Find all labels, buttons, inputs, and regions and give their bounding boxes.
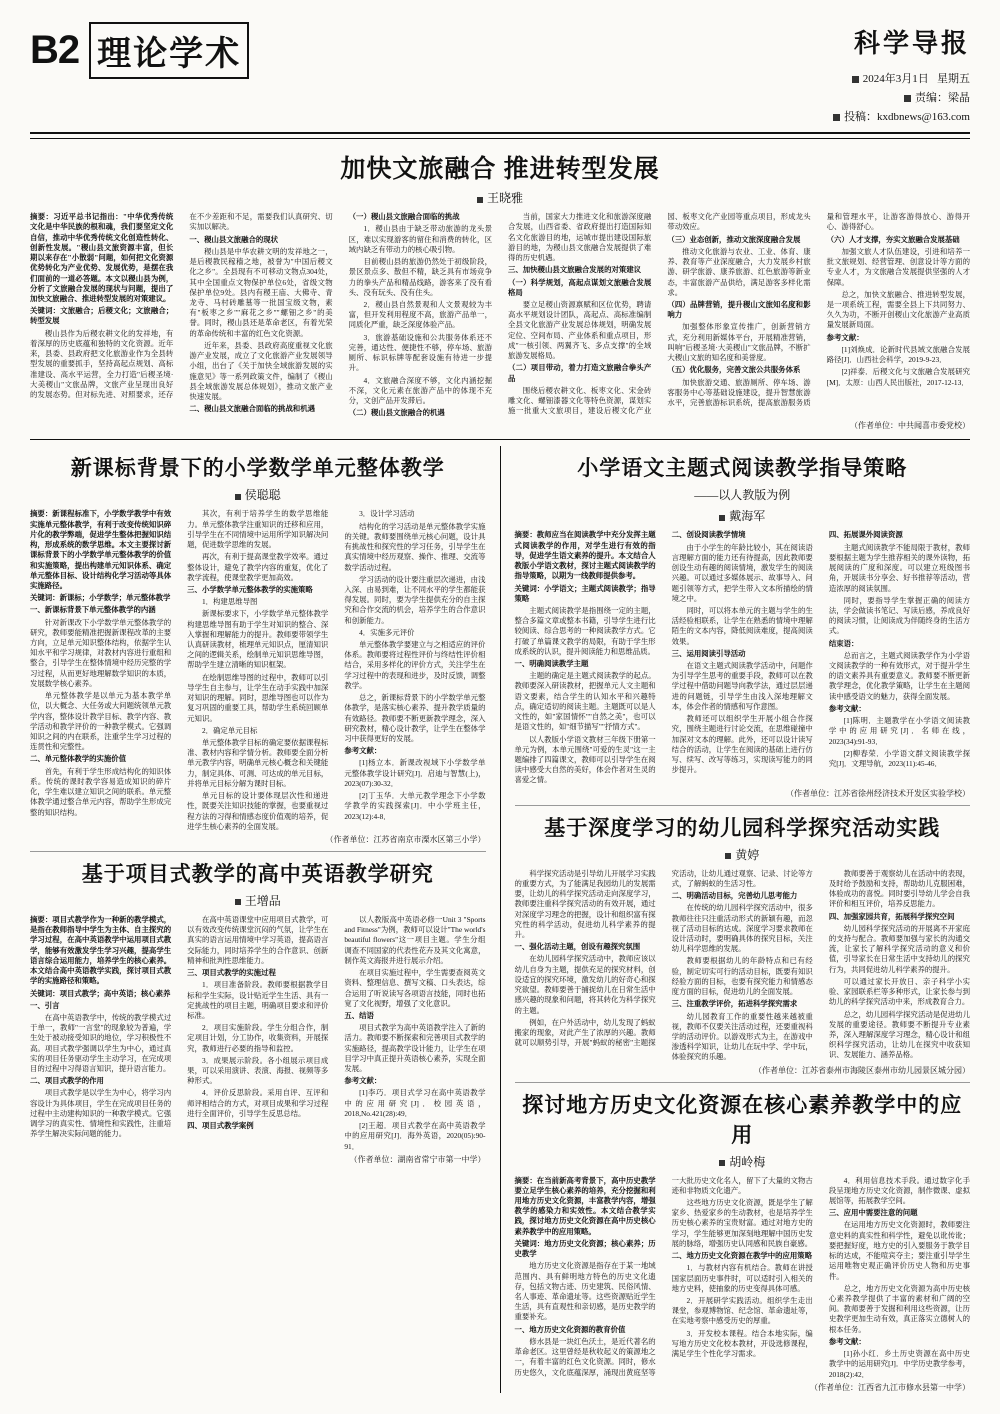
paragraph: 稷山县作为后稷农耕文化的发祥地，有着深厚的历史底蕴和独特的文化资源。近年来，县委、县政府把文化旅游业作为全县转型发展的重要抓手，坚持高起点规划、高标准建设、高水平运营，全力打造"后稷圣境·大美稷山"文旅品牌，文旅产业呈现出良好的发展态势。但对标先进、对照要求，还存在不少差距和不足，需要我们认真研究、切实加以解决。 bbox=[30, 212, 333, 399]
paragraph: 项目式教学是以学生为中心，将学习内容设计为具体项目，学生在完成项目任务的过程中主动建构知识的一种教学模式。它强调学习的真实性、情境性和实践性，注重培养学生解决实际问题的能力。 bbox=[30, 1088, 172, 1139]
paragraph: 关键词：地方历史文化资源；核心素养；历史教学 bbox=[514, 1238, 656, 1259]
paragraph: 在传统的幼儿园科学探究活动中，很多教师往往只注重活动形式的新颖有趣，而忽视了活动目标的达成。深度学习要求教师在设计活动时，要明确具体的探究目标，关注幼儿科学思维的发展。 bbox=[671, 903, 813, 954]
paragraph: 主题的确定是主题式阅读教学的起点。教师要深入研读教材，把握单元人文主题和语文要素，结合学生的认知水平和兴趣特点，确定适切的阅读主题。主题既可以是人文性的，如"家国情怀""自然之美"，也可以是语文性的，如"细节描写""抒情方式"。 bbox=[514, 671, 656, 732]
section-title-text: 理论学术 bbox=[97, 35, 242, 73]
paragraph: 总之，幼儿园科学探究活动是促进幼儿发展的重要途径。教师要不断提升专业素养，深入理解深度学习理念，精心设计和组织科学探究活动，让幼儿在探究中收获知识、发展能力、涵养品格。 bbox=[828, 1009, 970, 1060]
paragraph: 一、引言 bbox=[30, 1000, 60, 1010]
paragraph: （六）人才支撑，夯实文旅融合发展基础 bbox=[826, 234, 960, 244]
paragraph: 在项目实施过程中，学生需要查阅英文资料、整理信息、撰写文稿、口头表达，综合运用了听说读写各项语言技能，同时也拓宽了文化视野，增强了文化意识。 bbox=[344, 968, 486, 1008]
paragraph: 三、运用阅读引导活动 bbox=[671, 648, 746, 658]
article-local-history-byline bbox=[515, 1153, 971, 1170]
paragraph: 一、强化活动主题，创设有趣探究氛围 bbox=[514, 942, 641, 952]
paragraph: 教师还可以组织学生开展小组合作探究，围绕主题进行讨论交流，在思维碰撞中加深对文本的理解。此外，还可以设计读写结合的活动，让学生在阅读的基础上进行仿写、续写、改写等练习，实现读写能力的同步提升。 bbox=[671, 714, 813, 775]
paragraph: 幼儿园科学探究活动的开展离不开家庭的支持与配合。教师要加强与家长的沟通交流，让家长了解科学探究活动的意义和价值，引导家长在日常生活中支持幼儿的探究行为，共同促进幼儿科学素养的提升。 bbox=[828, 923, 970, 974]
paragraph: 关键词：项目式教学；高中英语；核心素养 bbox=[30, 988, 171, 998]
paragraph: 二、明确活动目标，完善幼儿思考能力 bbox=[671, 891, 798, 901]
divider-4 bbox=[515, 1082, 971, 1083]
paragraph: 教师要根据幼儿的年龄特点和已有经验，制定切实可行的活动目标，既要有知识经验方面的目标，也要有探究能力和情感态度方面的目标，促进幼儿的全面发展。 bbox=[671, 956, 813, 997]
paragraph: 学习活动的设计要注重层次递进，由浅入深、由易到难，让不同水平的学生都能获得发展。同时，要为学生提供充分的自主探究和合作交流的机会，培养学生的合作意识和创新能力。 bbox=[344, 574, 486, 625]
paragraph: [1]杨立本．新课改视域下小学数学单元整体教学设计研究[J]．启迪与智慧(上)，2023(07):30-32． bbox=[344, 758, 486, 788]
paragraph: 例如，在户外活动中，幼儿发现了蚂蚁搬家的现象，对此产生了浓厚的兴趣。教师就可以顺势引导，开展"蚂蚁的秘密"主题探究活动，让幼儿通过观察、记录、讨论等方式，了解蚂蚁的生活习性。 bbox=[514, 868, 813, 1048]
paragraph: [2]王超．项目式教学在高中英语教学中的应用研究[J]．海外英语，2020(05):90-91． bbox=[344, 1121, 486, 1151]
paragraph: 新课标要求下，小学数学单元整体教学构建思维导图有助于学生对知识的整合、深入掌握和理解能力的提升。教师要带领学生认真研读教材，梳理单元知识点，厘清知识之间的逻辑关系，绘制单元知识思维导图，帮助学生建立清晰的知识框架。 bbox=[187, 609, 329, 670]
paragraph: 幼儿园教育工作的重要性越来越被重视，教师不仅要关注活动过程，还要重视科学的活动评价。以游戏形式为主，在游戏中渗透科学知识，让幼儿在玩中学、学中玩，体验探究的乐趣。 bbox=[671, 1011, 813, 1062]
paragraph: 2．开展研学实践活动。组织学生走出课堂，参观博物馆、纪念馆、革命遗址等，在实地考察中感受历史的厚重。 bbox=[671, 1296, 813, 1326]
article-math-unit-byline bbox=[30, 486, 486, 503]
paragraph: 2．项目实施阶段。学生分组合作，制定项目计划，分工协作，收集资料，开展探究，教师进行必要的指导和监控。 bbox=[187, 1023, 329, 1053]
paragraph: 三、应用中需要注意的问题 bbox=[828, 1208, 918, 1218]
paragraph: 五、结语 bbox=[344, 1010, 374, 1020]
paragraph: 其次，有利于培养学生的数学思维能力。单元整体教学注重知识的迁移和应用，引导学生在不同情境中运用所学知识解决问题，促进数学思维的发展。 bbox=[187, 509, 329, 550]
paragraph: 摘要：教师应当在阅读教学中充分发挥主题式阅读教学的作用，对学生进行有效的指导，促进学生语文素养的提升。本文结合人教版小学语文教材，探讨主题式阅读教学的指导策略，以期为一线教师提供参考。 bbox=[514, 530, 656, 581]
lead-article bbox=[0, 149, 1000, 431]
article-english-pbl-author: 王增品 bbox=[244, 893, 281, 908]
paragraph: 单元目标的设计要体现层次性和递进性，既要关注知识技能的掌握，也要重视过程方法的习得和情感态度价值观的培养，促进学生核心素养的全面发展。 bbox=[187, 791, 329, 831]
paragraph: 3．设计学习活动 bbox=[359, 509, 415, 519]
paragraph: 二、稷山县文旅融合面临的挑战和机遇 bbox=[189, 404, 315, 414]
paragraph: 三、注重教学评价，拓进科学探究需求 bbox=[671, 999, 798, 1009]
paragraph: 主题式阅读教学是指围绕一定的主题，整合多篇文章或整本书籍，引导学生进行比较阅读、综合思考的一种阅读教学方式。它打破了单篇课文教学的局限，有助于学生形成系统的认识，提升阅读能力和思维品质。 bbox=[514, 605, 656, 656]
paragraph: （二）项目带动，着力打造文旅融合拳头产品 bbox=[507, 363, 652, 383]
paragraph: 四、加强家园共育，拓展科学探究空间 bbox=[828, 911, 955, 921]
paragraph: 以人教版小学语文教材三年级下册第一单元为例，本单元围绕"可爱的生灵"这一主题编排了四篇课文，教师可以引导学生在阅读中感受大自然的美好，体会作者对生灵的喜爱之情。 bbox=[514, 734, 656, 785]
paragraph: 近年来，县委、县政府高度重视文化旅游产业发展，成立了文化旅游产业发展领导小组，出台了《关于加快全域旅游发展的实施意见》等一系列政策文件，编制了《稷山县全域旅游发展总体规划》，推动文旅产业快速发展。 bbox=[189, 340, 333, 401]
paragraph: 参考文献： bbox=[826, 332, 864, 342]
paragraph: 在语文主题式阅读教学活动中，问题作为引导学生思考的重要手段，教师可以在教学过程中借助问题导向教学法，通过层层递进的问题链，引导学生由浅入深地理解文本，体会作者的情感和写作意图。 bbox=[671, 661, 813, 711]
article-english-pbl-body bbox=[30, 915, 486, 1152]
paragraph: 摘要：新课程标准下，小学数学教学中有效实施单元整体教学，有利于改变传统知识碎片化的教学弊端，促进学生整体把握知识结构，形成系统的数学思维。本文主要探讨新课标背景下的小学数学单元整体教学的价值和实施策略，提出构建单元知识体系、确定单元整体目标、设计结构化学习活动等具体实施路径。 bbox=[30, 509, 172, 590]
paragraph: 关键词：小学语文；主题式阅读教学；指导策略 bbox=[514, 583, 656, 603]
paragraph: 加强整体形象宣传推广，创新营销方式，充分利用新媒体平台，开展精准营销，叫响"后稷圣境·大美稷山"文旅品牌，不断扩大稷山文旅的知名度和美誉度。 bbox=[667, 322, 811, 363]
paragraph: 三、加快稷山县文旅融合发展的对策建议 bbox=[507, 265, 642, 275]
paragraph: 1．构建思维导图 bbox=[201, 597, 258, 607]
paragraph: 3．成果展示阶段。各小组展示项目成果，可以采用演讲、表演、海报、视频等多种形式。 bbox=[187, 1055, 329, 1086]
divider-2 bbox=[30, 851, 486, 852]
article-local-history-body bbox=[515, 1176, 971, 1380]
paragraph: 二、项目式教学的作用 bbox=[30, 1076, 104, 1086]
article-kindergarten-science-body bbox=[515, 869, 971, 1063]
article-chinese-reading-title: 小学语文主题式阅读教学指导策略 bbox=[577, 456, 908, 481]
paragraph: 4．评价反思阶段。采用自评、互评和师评相结合的方式，对项目成果和学习过程进行全面评价，引导学生反思总结。 bbox=[187, 1088, 329, 1118]
masthead-rule bbox=[30, 132, 970, 134]
article-chinese-reading bbox=[515, 446, 971, 1392]
article-english-pbl-affiliation: （作者单位：湖南省常宁市第一中学） bbox=[349, 1154, 486, 1164]
paragraph: 地方历史文化资源是指存在于某一地域范围内、具有鲜明地方特色的历史文化遗存，包括文物古迹、历史建筑、民俗风情、名人事迹、革命遗址等。这些资源贴近学生生活，具有直观性和亲切感，是历史教学的重要补充。 bbox=[514, 1261, 656, 1322]
paragraph: 结构化的学习活动是单元整体教学实施的关键。教师要围绕单元核心问题，设计具有挑战性和探究性的学习任务，引导学生在真实情境中经历观察、操作、推理、交流等数学活动过程。 bbox=[344, 521, 486, 572]
bullet-square-icon bbox=[852, 76, 859, 83]
paragraph: 4．实施多元评价 bbox=[359, 627, 415, 637]
paragraph: 在运用地方历史文化资源时，教师要注意史料的真实性和科学性，避免以讹传讹；要把握好度，地方史的引入要服务于教学目标的达成，不能喧宾夺主；要注重引导学生运用唯物史观正确评价历史人物和历史事件。 bbox=[828, 1220, 970, 1281]
paragraph: 摘要：项目式教学作为一种新的教学模式，是指在教师指导中学生为主体、自主探究的学习过程，在高中英语教学中运用项目式教学，能够有效激发学生学习兴趣，提高学生语言综合运用能力，培养学生的核心素养。本文结合高中英语教学实践，探讨项目式教学的实施路径和策略。 bbox=[30, 914, 172, 986]
paragraph: 摘要：在当前新高考背景下，高中历史教学要立足学生核心素养的培养，充分挖掘和利用地方历史文化资源，丰富教学内容，增强教学的感染力和实效性。本文结合教学实践，探讨地方历史文化资源在高中历史核心素养教学中的应用策略。 bbox=[514, 1175, 656, 1236]
paragraph: 四、项目式教学案例 bbox=[187, 1121, 254, 1131]
article-math-unit-affiliation: （作者单位：江苏省南京市溧水区第三小学） bbox=[325, 834, 486, 844]
paragraph: 1．稷山县由于缺乏带动旅游的龙头景区，难以实现游客的留住和消费的转化，区域内缺乏有带动力的核心吸引物。 bbox=[348, 224, 492, 254]
paragraph: 关键词：新课标；小学数学；单元整体教学 bbox=[30, 593, 171, 603]
paragraph: 单元整体教学是以单元为基本教学单位，以大概念、大任务或大问题统领单元教学内容，整体设计教学目标、教学内容、教学活动和教学评价的一种教学模式。它强调知识之间的内在联系，注重学生学习过程的连贯性和完整性。 bbox=[30, 691, 172, 752]
masthead-date: 2024年3月1日 bbox=[862, 73, 929, 86]
paragraph: （五）优化服务，完善文旅公共服务体系 bbox=[667, 365, 801, 375]
paragraph: 一、新课标背景下单元整体教学的内涵 bbox=[30, 605, 156, 615]
masthead-left bbox=[30, 22, 249, 79]
paragraph: （一）稷山县文旅融合面临的挑战 bbox=[348, 212, 460, 222]
paragraph: 参考文献： bbox=[344, 1076, 382, 1086]
paragraph: 加强文旅人才队伍建设，引进和培养一批文旅规划、经营管理、创意设计等方面的专业人才，为文旅融合发展提供坚强的人才保障。 bbox=[826, 246, 970, 287]
paragraph: （四）品牌营销，提升稷山文旅知名度和影响力 bbox=[667, 300, 811, 320]
article-math-unit-body bbox=[30, 509, 486, 832]
paragraph: 一、明确阅读教学主题 bbox=[514, 659, 589, 669]
article-chinese-reading-byline bbox=[515, 507, 971, 524]
lead-article-author: 王晓雅 bbox=[486, 191, 523, 206]
article-english-pbl-title: 基于项目式教学的高中英语教学研究 bbox=[81, 861, 434, 886]
paragraph: 四、拓展课外阅读资源 bbox=[828, 530, 903, 540]
divider-1 bbox=[30, 439, 970, 440]
paragraph: [1]孙小红．乡土历史资源在高中历史教学中的运用研究[J]．中学历史教学参考，2018(2):42． bbox=[828, 1349, 970, 1379]
bullet-square-icon bbox=[477, 197, 483, 203]
paragraph: 单元整体教学目标的确定要依据课程标准、教材内容和学情分析。教师要全面分析单元教学内容，明确单元核心概念和关键能力，制定具体、可测、可达成的单元目标，并将单元目标分解为课时目标。 bbox=[187, 738, 329, 788]
paragraph: （三）业态创新，推动文旅深度融合发展 bbox=[667, 234, 801, 244]
paragraph: 教师要善于观察幼儿在活动中的表现，及时给予鼓励和支持，帮助幼儿克服困难，体验成功的喜悦。同时要引导幼儿学会自我评价和相互评价，培养反思能力。 bbox=[828, 868, 970, 909]
row-two-articles bbox=[0, 446, 1000, 1392]
paragraph: 在绘制思维导图的过程中，教师可以引导学生自主参与，让学生在动手实践中加深对知识的理解。同时，思维导图也可以作为复习巩固的重要工具，帮助学生系统回顾单元知识。 bbox=[187, 672, 329, 723]
article-kindergarten-science-title: 基于深度学习的幼儿园科学探究活动实践 bbox=[544, 815, 941, 840]
article-chinese-reading-subtitle: ——以人教版为例 bbox=[694, 488, 791, 503]
paragraph: 2．稷山县自然景观和人文景观较为丰富，但开发利用程度不高，旅游产品单一，同质化严重，缺乏深度体验产品。 bbox=[348, 300, 492, 330]
masthead-rule-secondary bbox=[30, 138, 970, 139]
section-title bbox=[89, 22, 249, 79]
masthead-right bbox=[833, 22, 970, 126]
bullet-square-icon bbox=[719, 1160, 725, 1166]
paragraph: [1]李巧．项目式学习在高中英语教学中的应用研究[J]．校园英语，2018,No.421(28):49． bbox=[344, 1088, 486, 1118]
article-local-history-title: 探讨地方历史文化资源在核心素养教学中的应用 bbox=[522, 1092, 963, 1147]
paragraph: 主题式阅读教学不能局限于教材，教师要根据主题为学生推荐相关的课外读物，拓展阅读的广度和深度。可以建立班级图书角，开展读书分享会、好书推荐等活动，营造浓厚的阅读氛围。 bbox=[828, 542, 970, 593]
paragraph: 结束语： bbox=[828, 638, 859, 648]
paragraph: 三、项目式教学的实施过程 bbox=[187, 968, 276, 978]
article-math-unit-title: 新课标背景下的小学数学单元整体教学 bbox=[70, 456, 445, 481]
paragraph: 参考文献： bbox=[828, 703, 866, 713]
divider-3 bbox=[515, 805, 971, 806]
paragraph: 总之，地方历史文化资源为高中历史核心素养教学提供了丰富的素材和广阔的空间。教师要善于发掘和利用这些资源，让历史教学更加生动有效，真正落实立德树人的根本任务。 bbox=[828, 1283, 970, 1334]
article-chinese-reading-body bbox=[515, 530, 971, 785]
paragraph: 以人教版高中英语必修一Unit 3 "Sports and Fitness"为例，教师可以设计"The world's beautiful flowers"这一项目主题。学生分组调查不同国家的代表性花卉及其文化寓意，制作英文海报并进行展示介绍。 bbox=[344, 914, 486, 965]
paragraph: 单元整体教学要建立与之相适应的评价体系。教师要将过程性评价与终结性评价相结合，采用多样化的评价方式，关注学生在学习过程中的表现和进步，及时反馈，调整教学。 bbox=[344, 640, 486, 690]
paragraph: [1]陈明．主题教学在小学语文阅读教学中的应用研究[J]．名师在线，2023(34):91-93． bbox=[828, 716, 970, 746]
bullet-square-icon bbox=[904, 95, 911, 102]
bullet-square-icon bbox=[833, 114, 840, 121]
paragraph: [2]祥泰．后稷文化与文旅融合发展研究[M]．太原：山西人民出版社，2017-12-13． bbox=[826, 367, 970, 387]
paragraph: 同时，可以将本单元的主题与学生的生活经验相联系，让学生在熟悉的情境中理解陌生的文本内容，降低阅读难度，提高阅读效果。 bbox=[671, 605, 813, 646]
lead-article-title: 加快文旅融合 推进转型发展 bbox=[340, 156, 660, 184]
paragraph: 三、小学数学单元整体教学的实施策略 bbox=[187, 584, 313, 594]
paragraph: 同时，要指导学生掌握正确的阅读方法，学会做读书笔记、写读后感，养成良好的阅读习惯，让阅读成为伴随终身的生活方式。 bbox=[828, 595, 970, 636]
paper-name: 科学导报 bbox=[853, 29, 970, 58]
masthead-editor-line bbox=[833, 89, 970, 108]
paragraph: 总之，加快文旅融合、推进转型发展，是一项系统工程，需要全县上下共同努力、久久为功，不断开创稷山文化旅游产业高质量发展新局面。 bbox=[826, 289, 970, 330]
paragraph: 推动文化旅游与农业、工业、体育、康养、教育等产业深度融合，大力发展乡村旅游、研学旅游、康养旅游、红色旅游等新业态，丰富旅游产品供给，满足游客多样化需求。 bbox=[667, 246, 811, 297]
paragraph: 2．确定单元目标 bbox=[201, 725, 258, 735]
article-chinese-reading-affiliation: （作者单位：江苏省徐州经济技术开发区实验学校） bbox=[786, 788, 970, 798]
paragraph: 二、单元整体教学的实施价值 bbox=[30, 754, 127, 764]
paragraph: 关键词：文旅融合；后稷文化；文旅融合；转型发展 bbox=[30, 306, 174, 326]
paragraph: 在幼儿园科学探究活动中，教师应该以幼儿自身为主题，提供充足的探究材料，创设适宜的探究环境，激发幼儿的好奇心和探究欲望。教师要善于捕捉幼儿在日常生活中感兴趣的现象和问题，将其转化为科学探究的主题。 bbox=[514, 954, 656, 1015]
paragraph: [2]柳春荣．小学语文群文阅读教学探究[J]．文理导航，2023(11):45-46． bbox=[828, 748, 970, 768]
article-english-pbl-byline bbox=[30, 892, 486, 909]
article-local-history-author: 胡岭梅 bbox=[729, 1154, 766, 1169]
bullet-square-icon bbox=[719, 515, 725, 521]
bullet-square-icon bbox=[235, 899, 241, 905]
article-math-unit-author: 侯聪聪 bbox=[244, 488, 281, 503]
paragraph: 在高中英语教学中，传统的教学模式过于单一，教师"一言堂"的现象较为普遍，学生处于被动接受知识的地位，学习积极性不高。项目式教学强调以学生为中心，通过真实的项目任务驱动学生主动学习，在完成项目的过程中习得语言知识，提升语言能力。 bbox=[30, 1012, 172, 1074]
lead-article-body bbox=[30, 212, 970, 418]
paragraph: 要立足稷山资源禀赋和区位优势，聘请高水平规划设计团队，高起点、高标准编制全县文化旅游产业发展总体规划，明确发展定位、空间布局、产业体系和重点项目，形成"一核引领、两翼齐飞、多点支撑"的全域旅游发展格局。 bbox=[507, 300, 652, 361]
paragraph: 项目式教学为高中英语教学注入了新的活力。教师要不断探索和完善项目式教学的实施路径，提高教学设计能力，让学生在项目学习中真正提升英语核心素养，实现全面发展。 bbox=[344, 1023, 486, 1074]
paragraph: 参考文献： bbox=[344, 746, 382, 756]
paragraph: 科学探究活动是引导幼儿开展学习实践的重要方式，为了能满足我园幼儿的发展需要，让幼儿的科学探究活动走向深度学习，教师要注重科学探究活动的有效开展，通过对深度学习理念的把握，设计和组织富有探究性的科学活动，促进幼儿科学素养的提升。 bbox=[514, 868, 656, 939]
article-kindergarten-science-author: 黄婷 bbox=[735, 847, 760, 862]
paragraph: 3．开发校本课程。结合本地实际，编写地方历史文化校本教材，开设选修课程，满足学生个性化学习需求。 bbox=[671, 1328, 813, 1359]
paragraph: 在高中英语课堂中应用项目式教学，可以有效改变传统课堂沉闷的气氛，让学生在真实的语言运用情境中学习英语，提高语言交际能力，同时培养学生的合作意识、创新精神和批判性思维能力。 bbox=[187, 914, 329, 965]
paragraph: 这些地方历史文化资源，既是学生了解家乡、热爱家乡的生动教材，也是培养学生历史核心素养的宝贵财富。通过对地方史的学习，学生能够更加深刻地理解中国历史发展的脉络，增强历史认同感和民族自豪感。 bbox=[671, 1198, 813, 1248]
paragraph: 1．与教材内容有机结合。教师在讲授国家层面历史事件时，可以适时引入相关的地方史料，使抽象的历史变得具体可感。 bbox=[671, 1263, 813, 1293]
paragraph: 参考文献： bbox=[828, 1336, 866, 1346]
paragraph: 首先，有利于学生形成结构化的知识体系。传统的课时教学容易造成知识的碎片化，学生难以建立知识之间的联系。单元整体教学通过整合单元内容，帮助学生形成完整的知识结构。 bbox=[30, 766, 172, 817]
paragraph: 当前，国家大力推进文化和旅游深度融合发展，山西省委、省政府提出打造国际知名文化旅游目的地，运城市提出建设国际旅游目的地，为稷山县文旅融合发展提供了难得的历史机遇。 bbox=[507, 212, 652, 263]
paragraph: 一、稷山县文旅融合的现状 bbox=[189, 234, 279, 244]
masthead-weekday: 星期五 bbox=[937, 73, 970, 86]
article-local-history-affiliation: （作者单位：江西省九江市修水县第一中学） bbox=[810, 1382, 970, 1392]
paragraph: 二、创设阅读教学情境 bbox=[671, 530, 746, 540]
masthead-submit-line bbox=[833, 108, 970, 127]
masthead-date-line bbox=[833, 70, 970, 89]
bullet-square-icon bbox=[725, 853, 731, 859]
paragraph: 加快旅游交通、旅游厕所、停车场、游客服务中心等基础设施建设，提升智慧旅游水平，完善旅游标识系统，提高旅游服务质量和管理水平，让游客游得放心、游得开心、游得舒心。 bbox=[667, 212, 970, 407]
article-math-unit bbox=[30, 446, 486, 1392]
paragraph: 4．利用信息技术手段。通过数字化手段呈现地方历史文化资源，制作微课、虚拟展馆等，拓展教学空间。 bbox=[828, 1175, 970, 1206]
paragraph: [2]丁玉华．大单元教学理念下小学数学教学的实践探索[J]．中小学班主任，2023(12):4-8． bbox=[344, 791, 486, 821]
paragraph: 总而言之，主题式阅读教学作为小学语文阅读教学的一种有效形式，对于提升学生的语文素养具有重要意义。教师要不断更新教学理念，优化教学策略，让学生在主题阅读中感受语文的魅力，获得全面发展。 bbox=[828, 650, 970, 701]
paragraph: 二、地方历史文化资源在教学中的应用策略 bbox=[671, 1251, 813, 1261]
lead-article-affiliation: （作者单位：中共闻喜市委党校） bbox=[850, 421, 970, 431]
paragraph: 稷山县是中华农耕文明的发祥地之一，是后稷教民稼穑之地，被誉为"中国后稷文化之乡"。全县现有不可移动文物点304处，其中全国重点文物保护单位6处，省级文物保护单位9处。县内有稷王庙、大佛寺、青龙寺、马村砖雕墓等一批国宝级文物，素有"板枣之乡""麻花之乡""螺钿之乡"的美誉。同时，稷山县还是革命老区，有着光荣的革命传统和丰富的红色文化资源。 bbox=[189, 246, 333, 338]
paragraph: 1．项目准备阶段。教师要根据教学目标和学生实际，设计贴近学生生活、具有一定挑战性的项目主题，明确项目要求和评价标准。 bbox=[187, 980, 329, 1020]
paragraph: （二）稷山县文旅融合的机遇 bbox=[348, 408, 445, 418]
lead-article-byline bbox=[30, 189, 970, 206]
paragraph: 针对新课改下小学数学单元整体教学的研究，教师要能精准把握新课程改革的主要方向，立足单元知识整体结构，依据学生认知水平和学习规律，对教材内容进行重组和整合，引导学生在整体情境中经历完整的学习过程，从而更好地理解数学知识的本质，发展数学核心素养。 bbox=[30, 617, 172, 688]
masthead bbox=[0, 0, 1000, 132]
column-divider bbox=[500, 446, 501, 1392]
masthead-submit: 投稿：kxdbnews@163.com bbox=[844, 110, 970, 123]
masthead-editor: 责编：梁晶 bbox=[915, 91, 970, 104]
bullet-square-icon bbox=[235, 494, 241, 500]
paragraph: 再次，有利于提高课堂教学效率。通过整体设计，避免了教学内容的重复，优化了教学流程，使课堂教学更加高效。 bbox=[187, 552, 329, 582]
paragraph: 围绕后稷农耕文化、板枣文化、宋金砖雕文化、螺钿漆器文化等特色资源，谋划实施一批重大文旅项目，建设后稷文化产业园、板枣文化产业园等重点项目，形成龙头带动效应。 bbox=[507, 212, 811, 416]
paragraph: 修水县是一块红色沃土，是近代著名的革命老区。这里曾经是秋收起义的策源地之一，有着丰富的红色文化资源。同时，修水历史悠久，文化底蕴深厚，涌现出黄庭坚等一大批历史文化名人，留下了大量的文物古迹和非物质文化遗产。 bbox=[514, 1175, 813, 1377]
paragraph: 摘要：习近平总书记指出："中华优秀传统文化是中华民族的根和魂，我们要坚定文化自信，推动中华优秀传统文化创造性转化、创新性发展。"稷山县文旅资源丰富，但长期以来存在"小散弱"问题，如何把文化资源优势转化为产业优势、发展优势，是摆在我们面前的一道必答题。本文以稷山县为例，分析了文旅融合发展的现状与问题，提出了加快文旅融合、推进转型发展的对策建议。 bbox=[30, 212, 174, 303]
paragraph: 4．文旅融合深度不够，文化内涵挖掘不深，文化元素在旅游产品中的体现不充分，文创产品开发滞后。 bbox=[348, 375, 492, 405]
paragraph: 可以通过家长开放日、亲子科学小实验、家园联系栏等多种形式，让家长参与到幼儿的科学探究活动中来，形成教育合力。 bbox=[828, 976, 970, 1007]
paragraph: 3．旅游基础设施和公共服务体系还不完善，通达性、便捷性不够，停车场、旅游厕所、标识标牌等配套设施有待进一步提升。 bbox=[348, 332, 492, 373]
page-number: B2 bbox=[30, 28, 80, 72]
paragraph: 由于小学生的年龄比较小，其在阅读语言理解方面的能力还有待提高，因此教师要创设生动有趣的阅读情境，激发学生的阅读兴趣。可以通过多媒体展示、故事导入、问题引领等方式，把学生带入文本所描绘的情境之中。 bbox=[671, 542, 813, 603]
paragraph: 目前稷山县的旅游仍然处于初级阶段，景区景点多、散但不精，缺乏具有市场竞争力的拳头产品和精品线路，游客来了没有看头、没有玩头、没有住头。 bbox=[348, 257, 492, 297]
paragraph: 一、地方历史文化资源的教育价值 bbox=[514, 1324, 626, 1334]
paragraph: [1]刘焕成．论新时代县域文旅融合发展路径[J]．山西社会科学，2019-9-23． bbox=[826, 344, 970, 365]
article-kindergarten-science-affiliation: （作者单位：江苏省泰州市海陵区泰州市幼儿园景区城分园） bbox=[754, 1065, 970, 1075]
article-chinese-reading-author: 戴海军 bbox=[729, 509, 766, 524]
paragraph: 总之，新课标背景下的小学数学单元整体教学，是落实核心素养、提升教学质量的有效路径。教师要不断更新教学理念，深入研究教材，精心设计教学，让学生在整体学习中获得更好的发展。 bbox=[344, 693, 486, 743]
article-kindergarten-science-byline bbox=[515, 846, 971, 863]
paragraph: （一）科学规划，高起点谋划文旅融合发展格局 bbox=[507, 277, 652, 297]
